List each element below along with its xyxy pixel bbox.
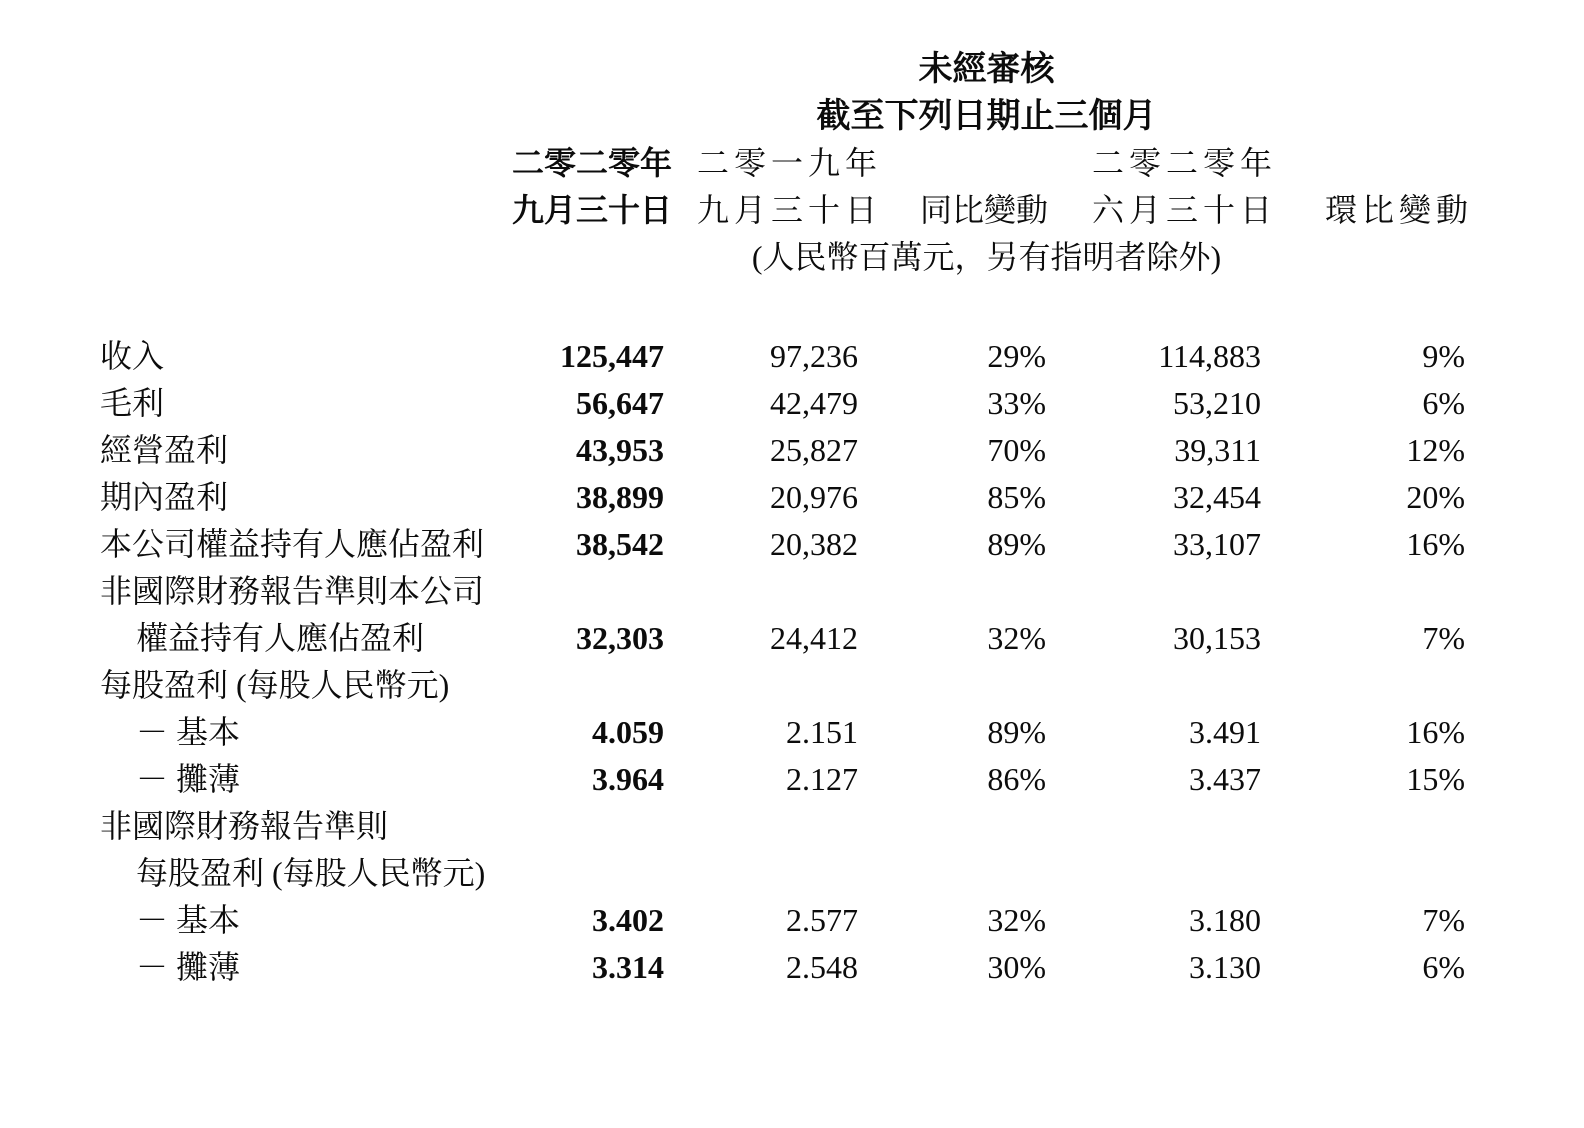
financial-results-table xyxy=(100,46,1473,991)
row-value-yoy: 70% xyxy=(987,432,1046,468)
row-value-2019sep: 97,236 xyxy=(770,338,858,374)
row-label: 期內盈利 xyxy=(100,479,229,515)
row-value-qoq: 16% xyxy=(1406,714,1466,750)
row-value-qoq: 12% xyxy=(1406,432,1466,468)
row-value-yoy xyxy=(882,803,1048,850)
row-value-2020jun: 3.437 xyxy=(1189,761,1261,797)
row-label: 每股盈利 (每股人民幣元) xyxy=(100,667,450,703)
empty-cell xyxy=(882,140,1048,187)
col3-yoy-header: 同比變動 xyxy=(919,192,1048,228)
row-value-qoq xyxy=(1277,568,1473,615)
row-value-qoq: 20% xyxy=(1406,479,1466,515)
row-value-yoy: 33% xyxy=(987,385,1046,421)
row-value-yoy xyxy=(882,568,1048,615)
row-value-qoq: 6% xyxy=(1422,385,1466,421)
table-row xyxy=(100,615,1473,662)
report-title: 未經審核 xyxy=(918,50,1055,88)
row-value-2020jun xyxy=(1048,662,1277,709)
col1-date-header: 九月三十日 xyxy=(511,192,672,228)
empty-cell xyxy=(1277,140,1473,187)
table-body xyxy=(100,333,1473,991)
row-value-2020jun xyxy=(1048,803,1277,850)
row-value-2020sep: 38,899 xyxy=(576,479,664,515)
col4-date-header: 六月三十日 xyxy=(1091,192,1277,228)
row-value-2020jun: 3.491 xyxy=(1189,714,1261,750)
table-row xyxy=(100,897,1473,944)
row-value-yoy: 29% xyxy=(987,338,1046,374)
row-value-2020jun: 33,107 xyxy=(1173,526,1261,562)
row-value-2019sep xyxy=(672,568,882,615)
row-value-2020jun: 53,210 xyxy=(1173,385,1261,421)
row-value-2020sep xyxy=(500,568,672,615)
row-value-2020sep xyxy=(500,803,672,850)
row-label: 非國際財務報告準則 xyxy=(100,808,389,844)
row-value-qoq xyxy=(1277,662,1473,709)
row-label: 毛利 xyxy=(100,385,165,421)
row-label: － 攤薄 xyxy=(136,949,241,985)
table-row xyxy=(100,850,1473,897)
col4-year-header: 二零二零年 xyxy=(1091,145,1277,181)
column-year-row xyxy=(100,140,1473,187)
unit-note: (人民幣百萬元，另有指明者除外) xyxy=(751,239,1222,275)
table-row xyxy=(100,756,1473,803)
row-value-2019sep: 20,976 xyxy=(770,479,858,515)
row-label: 本公司權益持有人應佔盈利 xyxy=(100,526,485,562)
row-value-2020jun: 30,153 xyxy=(1173,620,1261,656)
row-value-qoq: 7% xyxy=(1422,902,1466,938)
row-value-2020sep: 3.964 xyxy=(592,761,664,797)
row-value-2020sep: 38,542 xyxy=(576,526,664,562)
empty-cell xyxy=(100,93,500,140)
table-row xyxy=(100,427,1473,474)
row-label: － 基本 xyxy=(136,714,241,750)
title-row xyxy=(100,46,1473,93)
row-label: － 攤薄 xyxy=(136,761,241,797)
row-value-yoy: 32% xyxy=(987,902,1046,938)
column-date-row xyxy=(100,187,1473,234)
row-value-yoy: 30% xyxy=(987,949,1046,985)
row-value-2020sep xyxy=(500,850,672,897)
row-value-2020jun: 3.130 xyxy=(1189,949,1261,985)
row-value-yoy xyxy=(882,850,1048,897)
row-value-2020sep: 4.059 xyxy=(592,714,664,750)
row-value-2020sep: 32,303 xyxy=(576,620,664,656)
row-value-qoq: 15% xyxy=(1406,761,1466,797)
row-value-2020sep: 3.314 xyxy=(592,949,664,985)
row-value-yoy: 85% xyxy=(987,479,1046,515)
row-value-2019sep xyxy=(672,850,882,897)
row-value-2019sep: 2.548 xyxy=(786,949,858,985)
row-value-2020sep xyxy=(500,662,672,709)
row-label: 每股盈利 (每股人民幣元) xyxy=(136,855,486,891)
row-value-2020jun: 32,454 xyxy=(1173,479,1261,515)
row-value-2020jun xyxy=(1048,850,1277,897)
row-value-2020sep: 125,447 xyxy=(560,338,664,374)
col5-qoq-header: 環比變動 xyxy=(1325,192,1474,228)
spacer-cell xyxy=(100,281,1473,333)
row-label: － 基本 xyxy=(136,902,241,938)
table-row xyxy=(100,521,1473,568)
row-label: 收入 xyxy=(100,338,165,374)
spacer-row xyxy=(100,281,1473,333)
row-value-2019sep: 20,382 xyxy=(770,526,858,562)
row-value-2019sep: 2.577 xyxy=(786,902,858,938)
row-value-qoq: 16% xyxy=(1406,526,1466,562)
row-value-2019sep: 24,412 xyxy=(770,620,858,656)
table-row xyxy=(100,568,1473,615)
table-row xyxy=(100,333,1473,380)
row-value-qoq xyxy=(1277,803,1473,850)
row-value-yoy: 89% xyxy=(987,526,1046,562)
row-value-2019sep xyxy=(672,662,882,709)
table-row xyxy=(100,944,1473,991)
row-label: 經營盈利 xyxy=(100,432,229,468)
table-row xyxy=(100,380,1473,427)
row-value-2019sep: 25,827 xyxy=(770,432,858,468)
row-value-2020jun: 39,311 xyxy=(1174,432,1261,468)
row-value-yoy xyxy=(882,662,1048,709)
table-row xyxy=(100,662,1473,709)
table-row xyxy=(100,474,1473,521)
table-header xyxy=(100,46,1473,333)
row-value-yoy: 32% xyxy=(987,620,1046,656)
row-value-2020jun: 114,883 xyxy=(1158,338,1261,374)
row-label: 權益持有人應佔盈利 xyxy=(136,620,425,656)
row-value-yoy: 89% xyxy=(987,714,1046,750)
empty-cell xyxy=(100,46,500,93)
empty-cell xyxy=(100,140,500,187)
col2-date-header: 九月三十日 xyxy=(696,192,882,228)
table-row xyxy=(100,709,1473,756)
row-value-qoq: 6% xyxy=(1422,949,1466,985)
row-label: 非國際財務報告準則本公司 xyxy=(100,573,485,609)
table-row xyxy=(100,803,1473,850)
row-value-2020jun: 3.180 xyxy=(1189,902,1261,938)
empty-cell xyxy=(100,187,500,234)
row-value-2020sep: 3.402 xyxy=(592,902,664,938)
row-value-2019sep: 2.151 xyxy=(786,714,858,750)
row-value-2019sep: 2.127 xyxy=(786,761,858,797)
subtitle-row xyxy=(100,93,1473,140)
row-value-qoq: 9% xyxy=(1422,338,1466,374)
row-value-2020sep: 43,953 xyxy=(576,432,664,468)
unit-note-row xyxy=(100,234,1473,281)
row-value-qoq: 7% xyxy=(1422,620,1466,656)
report-subtitle: 截至下列日期止三個月 xyxy=(816,97,1157,135)
col2-year-header: 二零一九年 xyxy=(696,145,882,181)
row-value-2019sep xyxy=(672,803,882,850)
row-value-yoy: 86% xyxy=(987,761,1046,797)
empty-cell xyxy=(100,234,500,281)
row-value-2019sep: 42,479 xyxy=(770,385,858,421)
col1-year-header: 二零二零年 xyxy=(511,145,672,181)
row-value-2020sep: 56,647 xyxy=(576,385,664,421)
row-value-2020jun xyxy=(1048,568,1277,615)
row-value-qoq xyxy=(1277,850,1473,897)
